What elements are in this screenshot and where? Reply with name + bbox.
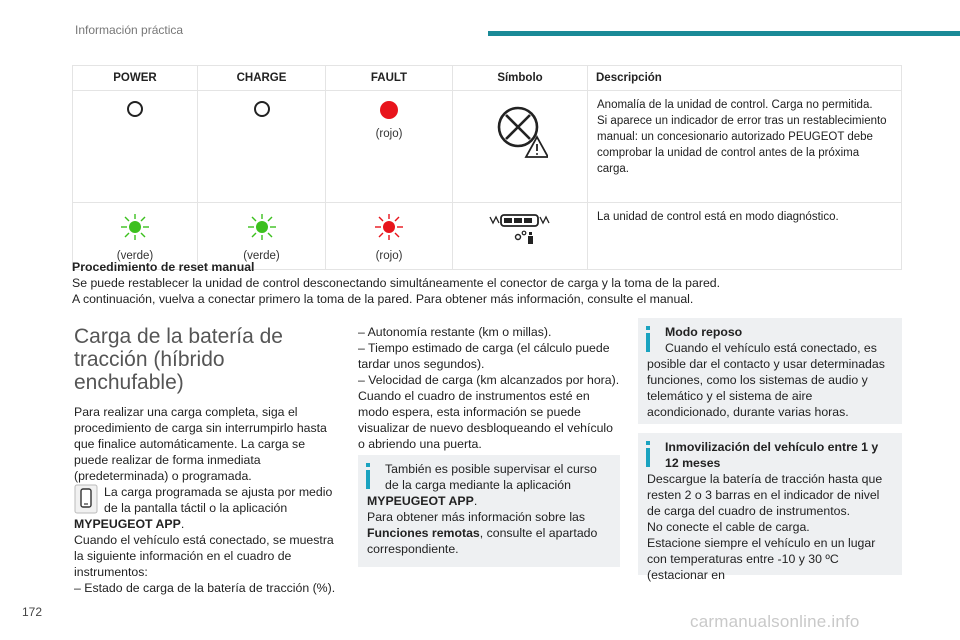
table-header-row xyxy=(73,66,902,91)
list-item: – Velocidad de carga (km alcanzados por hora). xyxy=(358,373,620,387)
info-text: Cuando el vehículo está conectado, es posible dar el contacto y usar determinadas funciones, como los sistemas de audio y telemático y el sistema de aire acondicionado, durante varias horas. xyxy=(647,341,885,419)
reset-line-2: A continuación, vuelva a conectar primero la toma de la pared. Para obtener más información, consulte el manual. xyxy=(72,292,694,306)
green-blink-icon xyxy=(246,213,278,241)
programmed-text: La carga programada se ajusta por medio de la pantalla táctil o la aplicación xyxy=(104,485,333,515)
info-box-immobilisation xyxy=(638,433,902,582)
cell-symbol xyxy=(453,91,588,203)
running-header: Información práctica xyxy=(75,23,184,37)
circle-off-icon xyxy=(254,101,270,117)
reset-procedure xyxy=(72,259,902,307)
info-icon xyxy=(646,441,650,467)
paragraph: Cuando el vehículo está conectado, se muestra la siguiente información en el cuadro de instrumentos: xyxy=(74,533,334,579)
led-status-table xyxy=(72,65,902,270)
paragraph: Para realizar una carga completa, siga el procedimiento de carga sin interrumpirlo hasta que finalice automáticamente. La carga se puede realizar de forma inmediata (predeterminada) o programada. xyxy=(74,405,327,483)
info-text: También es posible supervisar el curso de la carga mediante la aplicación xyxy=(385,462,597,492)
cell-description xyxy=(588,91,902,203)
reset-line-1: Se puede restablecer la unidad de control desconectando simultáneamente el conector de carga y la toma de la pared. xyxy=(72,276,721,290)
info-text: Para obtener más información sobre las xyxy=(367,510,586,524)
header-accent-bar xyxy=(488,31,960,36)
cell-fault xyxy=(326,91,453,203)
smartphone-icon xyxy=(74,484,98,514)
th-power: POWER xyxy=(73,66,198,91)
watermark: carmanualsonline.info xyxy=(690,612,860,631)
column-2 xyxy=(358,324,620,452)
info-box-app: También es posible supervisar el curso de la carga mediante la aplicación MYPEUGEOT APP. Para obtener más información sobre las Funciones remotas, consulte el apartado correspondiente. xyxy=(358,455,620,567)
page-number: 172 xyxy=(22,605,43,619)
info-text: Descargue la batería de tracción hasta que resten 2 o 3 barras en el indicador de nivel de carga del cuadro de instrumentos. xyxy=(647,472,883,518)
list-item: – Autonomía restante (km o millas). xyxy=(358,325,552,339)
power-caption: (verde) xyxy=(116,250,154,262)
cell-charge xyxy=(198,91,326,203)
reset-title: Procedimiento de reset manual xyxy=(72,260,255,274)
info-text: No conecte el cable de carga. xyxy=(647,520,810,534)
section-title: Carga de la batería de tracción (híbrido enchufable) xyxy=(74,325,283,394)
th-symbol: Símbolo xyxy=(453,66,588,91)
paragraph-programmed xyxy=(74,484,339,532)
description-text: La unidad de control está en modo diagnóstico. xyxy=(597,211,839,223)
info-title: Inmovilización del vehículo entre 1 y 12 meses xyxy=(665,440,879,470)
diagnostic-icon xyxy=(488,213,552,247)
paragraph: Cuando el cuadro de instrumentos esté en modo espera, esta información se puede visualizar de nuevo desbloqueando el vehículo o abriendo una puerta. xyxy=(358,389,613,451)
info-text: , consulte el apartado correspondiente. xyxy=(367,526,598,556)
info-text: Estacione siempre el vehículo en un lugar con temperaturas entre -10 y 30 ºC (estacionar en xyxy=(647,536,876,582)
list-item: – Estado de carga de la batería de tracción (%). xyxy=(74,581,336,595)
info-title: Modo reposo xyxy=(665,325,743,339)
fault-cross-warning-icon xyxy=(492,101,548,159)
info-icon xyxy=(646,326,650,352)
period: . xyxy=(180,517,185,531)
green-blink-icon xyxy=(119,213,151,241)
remote-functions: Funciones remotas xyxy=(367,526,480,540)
table-row xyxy=(73,91,902,203)
red-dot-icon xyxy=(380,101,398,119)
fault-caption: (rojo) xyxy=(375,128,403,140)
app-name: MYPEUGEOT APP xyxy=(367,494,474,508)
column-1 xyxy=(74,404,339,596)
red-blink-icon xyxy=(373,213,405,241)
th-charge: CHARGE xyxy=(198,66,326,91)
info-box-sleep-mode xyxy=(638,318,902,424)
th-description: Descripción xyxy=(588,66,902,91)
fault-caption: (rojo) xyxy=(375,250,403,262)
circle-off-icon xyxy=(127,101,143,117)
cell-power xyxy=(73,91,198,203)
description-text: Anomalía de la unidad de control. Carga no permitida. Si aparece un indicador de error tras un restablecimiento manual: un concesionario autorizado PEUGEOT debe comprobar la unidad de control antes de la próxima carga. xyxy=(597,99,887,175)
charge-caption: (verde) xyxy=(243,250,280,262)
info-icon xyxy=(366,463,370,489)
app-name: MYPEUGEOT APP xyxy=(74,517,181,531)
list-item: – Tiempo estimado de carga (el cálculo puede tardar unos segundos). xyxy=(358,341,610,371)
th-fault: FAULT xyxy=(326,66,453,91)
